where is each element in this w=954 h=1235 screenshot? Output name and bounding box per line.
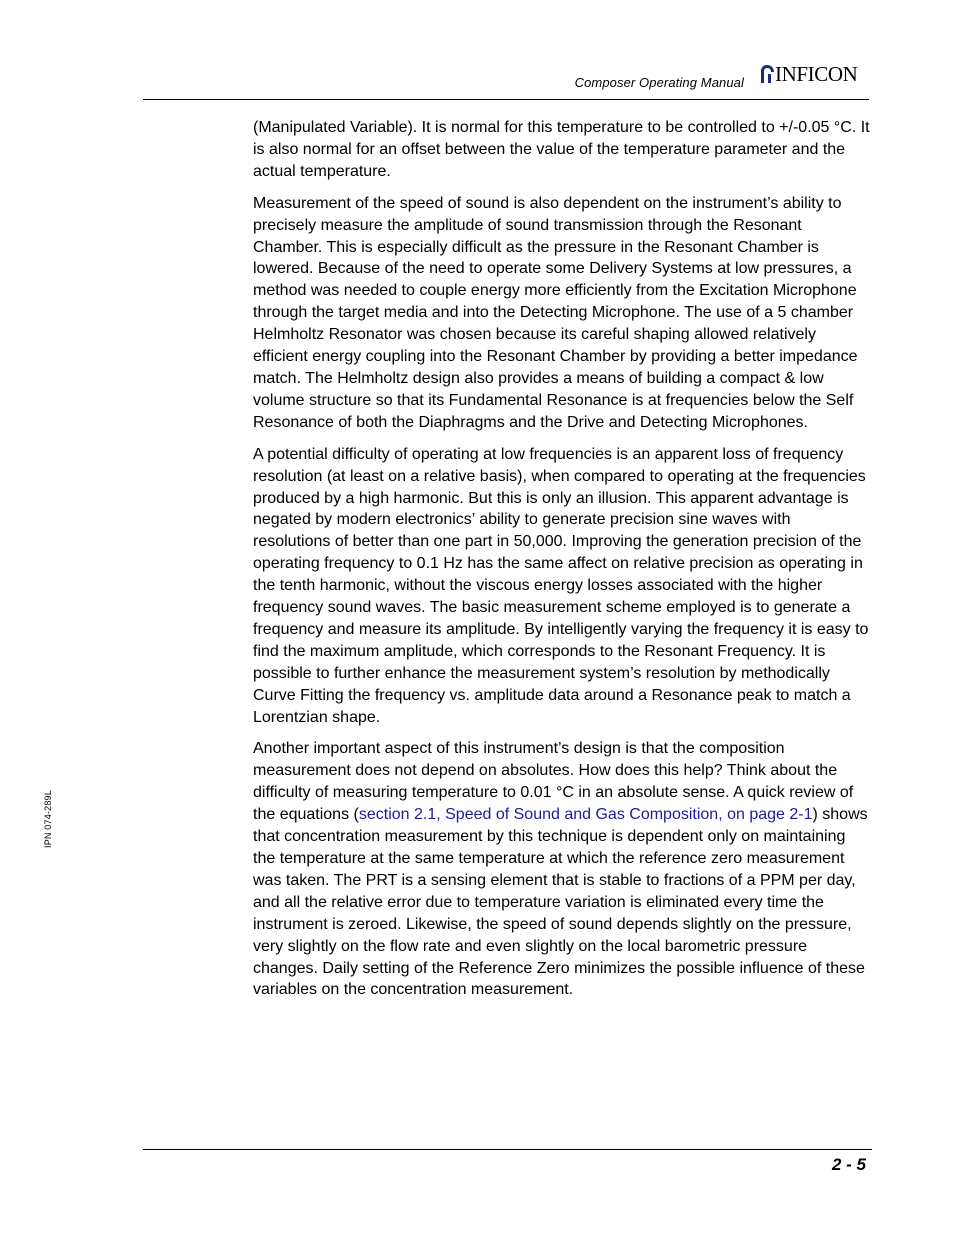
paragraph-4-text-end: ) shows that concentration measurement by this technique is dependent only on maintaining the temperature at the same temperature at which the reference zero measurement was taken. The PRT is a sensing element that is stable to fractions of a PPM per day, and all the relative error due to temperature variation is eliminated every time the instrument is zeroed. Likewise, the speed of sound depends slightly on the pressure, very slightly on the flow rate and even slightly on the local barometric pressure changes. Daily setting of the Reference Zero minimizes the possible influence of these variables on the concentration measurement. bbox=[253, 806, 868, 999]
paragraph-1: (Manipulated Variable). It is normal for this temperature to be controlled to +/-0.05 °C. It is also normal for an offset between the value of the temperature parameter and the actual temperature. bbox=[253, 119, 870, 180]
header-divider bbox=[143, 99, 869, 100]
document-ipn-label: IPN 074-289L bbox=[43, 790, 53, 848]
inficon-logo bbox=[758, 62, 857, 86]
paragraph-4 bbox=[253, 738, 871, 1001]
cross-reference-link[interactable]: section 2.1, Speed of Sound and Gas Composition, on page 2-1 bbox=[358, 806, 813, 824]
paragraph-4-text-start: Another important aspect of this instrument’s design is that the composition measurement does not depend on absolutes. How does this help? Think about the difficulty of measuring temperature to 0.01 °C in an absolute sense. A quick review of the equations ( bbox=[253, 740, 854, 824]
running-header-title: Composer Operating Manual bbox=[574, 75, 744, 90]
inficon-logo-mark-icon bbox=[758, 62, 776, 86]
footer-divider bbox=[143, 1149, 872, 1150]
inficon-logo-text: INFICON bbox=[775, 62, 858, 86]
paragraph-2: Measurement of the speed of sound is also dependent on the instrument’s ability to precisely measure the amplitude of sound transmission through the Resonant Chamber. This is especially difficult as the pressure in the Resonant Chamber is lowered. Because of the need to operate some Delivery Systems at low pressures, a method was needed to couple energy more efficiently from the Excitation Microphone through the target media and into the Detecting Microphone. The use of a 5 chamber Helmholtz Resonator was chosen because its careful shaping allowed relatively efficient energy coupling into the Resonant Chamber by providing a better impedance match. The Helmholtz design also provides a means of building a compact & low volume structure so that its Fundamental Resonance is at frequencies below the Self Resonance of both the Diaphragms and the Drive and Detecting Microphones. bbox=[253, 194, 858, 431]
paragraph-3: A potential difficulty of operating at low frequencies is an apparent loss of frequency resolution (at least on a relative basis), when compared to operating at the frequencies produced by a high harmonic. But this is only an illusion. This apparent advantage is negated by modern electronics’ ability to generate precision sine waves with resolutions of better than one part in 50,000. Improving the generation precision of the operating frequency to 0.1 Hz has the same affect on relative precision as operating in the tenth harmonic, without the viscous energy losses associated with the higher frequency sound waves. The basic measurement scheme employed is to generate a frequency and measure its amplitude. By intelligently varying the frequency it is easy to find the maximum amplitude, which corresponds to the Resonant Frequency. It is possible to further enhance the measurement system’s resolution by methodically Curve Fitting the frequency vs. amplitude data around a Resonance peak to match a Lorentzian shape. bbox=[253, 445, 869, 726]
body-text bbox=[253, 117, 871, 1011]
page-number: 2 - 5 bbox=[831, 1155, 866, 1174]
